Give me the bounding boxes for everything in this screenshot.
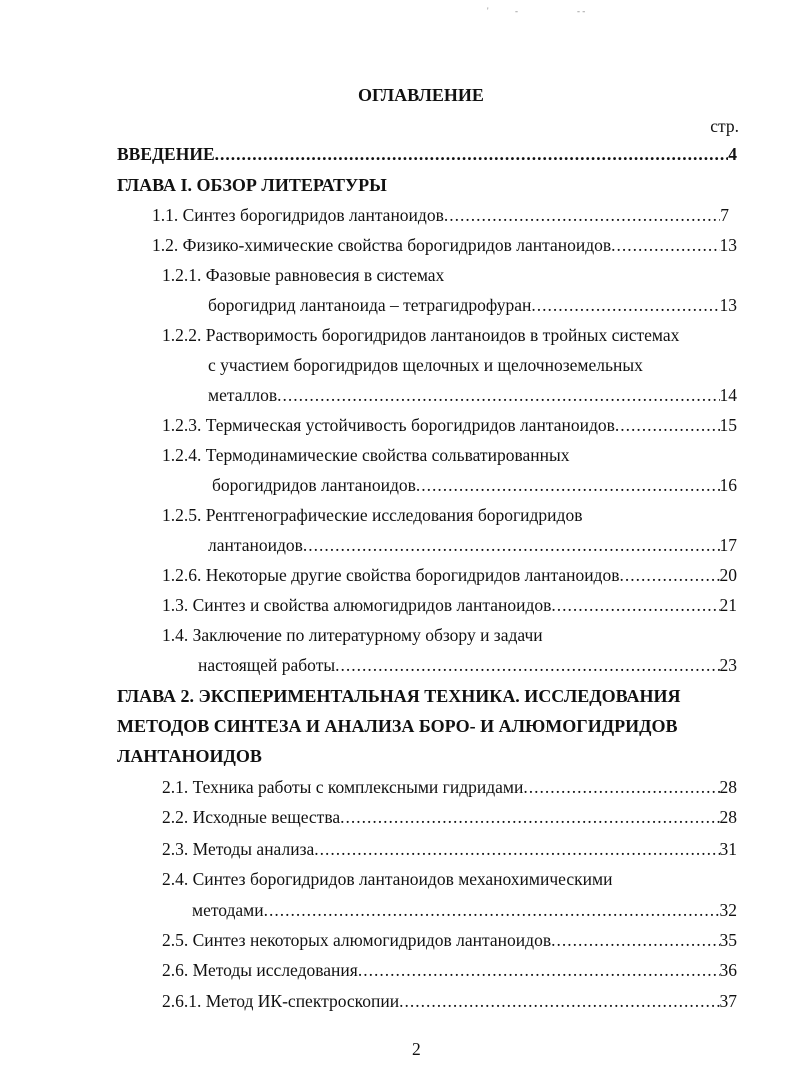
toc-entry-1-4-line1[interactable]: 1.4. Заключение по литературному обзору и задачи	[162, 625, 543, 645]
toc-entry-page: 21	[719, 595, 737, 615]
toc-entry-text: 2.1. Техника работы с комплексными гидридами	[162, 777, 524, 797]
toc-entry-page: 35	[719, 930, 737, 950]
toc-entry-2-4[interactable]	[192, 899, 737, 921]
leader-dots	[619, 564, 719, 586]
leader-dots	[314, 838, 719, 860]
toc-entry-text: борогидрид лантаноида – тетрагидрофуран	[208, 295, 532, 315]
toc-entry-page: 14	[719, 385, 737, 405]
leader-dots	[611, 234, 719, 256]
leader-dots	[277, 384, 719, 406]
toc-entry-text: 2.2. Исходные вещества	[162, 807, 341, 827]
leader-dots	[340, 806, 719, 828]
toc-entry-1-2-2[interactable]	[208, 384, 737, 406]
leader-dots	[531, 294, 719, 316]
leader-dots	[358, 959, 720, 981]
toc-entry-2-5[interactable]	[162, 929, 737, 951]
toc-entry-text: 1.1. Синтез борогидридов лантаноидов	[152, 205, 444, 225]
toc-entry-1-2-5-line1[interactable]: 1.2.5. Рентгенографические исследования борогидридов	[162, 505, 583, 525]
toc-entry-1-1[interactable]	[152, 204, 729, 226]
toc-entry-page: 37	[719, 991, 737, 1011]
leader-dots	[264, 899, 720, 921]
chapter-2-title-line2[interactable]: МЕТОДОВ СИНТЕЗА И АНАЛИЗА БОРО- И АЛЮМОГИДРИДОВ	[117, 716, 678, 736]
toc-entry-page: 17	[719, 535, 737, 555]
toc-entry-page: 4	[728, 144, 737, 164]
toc-entry-page: 13	[719, 295, 737, 315]
leader-dots	[615, 414, 720, 436]
toc-entry-page: 7	[720, 205, 729, 225]
page-column-label: стр.	[710, 116, 739, 136]
toc-entry-text: 2.6. Методы исследования	[162, 960, 358, 980]
toc-entry-2-6[interactable]	[162, 959, 737, 981]
toc-entry-text: 2.5. Синтез некоторых алюмогидридов лантаноидов	[162, 930, 552, 950]
toc-entry-text: металлов	[208, 385, 278, 405]
scan-mark: -	[515, 6, 518, 16]
toc-entry-page: 20	[719, 565, 737, 585]
leader-dots	[399, 990, 719, 1012]
toc-entry-text: 1.2.3. Термическая устойчивость борогидридов лантаноидов	[162, 415, 615, 435]
toc-entry-page: 15	[719, 415, 737, 435]
toc-entry-1-2-4-line1[interactable]: 1.2.4. Термодинамические свойства сольватированных	[162, 445, 570, 465]
toc-entry-1-2-6[interactable]	[162, 564, 737, 586]
toc-entry-1-4[interactable]	[198, 654, 737, 676]
toc-entry-page: 13	[719, 235, 737, 255]
toc-entry-2-3[interactable]	[162, 838, 737, 860]
toc-entry-text: методами	[192, 900, 264, 920]
chapter-1-title[interactable]: ГЛАВА I. ОБЗОР ЛИТЕРАТУРЫ	[117, 175, 387, 195]
scan-mark: - -	[577, 6, 586, 16]
leader-dots	[523, 776, 719, 798]
toc-entry-text: 1.2.6. Некоторые другие свойства борогидридов лантаноидов	[162, 565, 620, 585]
toc-entry-text: 2.3. Методы анализа	[162, 839, 315, 859]
toc-entry-1-2[interactable]	[152, 234, 737, 256]
toc-entry-text: 1.2. Физико-химические свойства борогидридов лантаноидов	[152, 235, 612, 255]
toc-entry-page: 36	[719, 960, 737, 980]
leader-dots	[215, 143, 729, 165]
toc-entry-text: ВВЕДЕНИЕ	[117, 144, 215, 164]
toc-entry-intro[interactable]	[117, 143, 737, 165]
toc-entry-2-4-line1[interactable]: 2.4. Синтез борогидридов лантаноидов механохимическими	[162, 869, 613, 889]
toc-entry-page: 31	[719, 839, 737, 859]
toc-entry-page: 28	[719, 807, 737, 827]
toc-entry-page: 16	[719, 475, 737, 495]
toc-entry-1-2-3[interactable]	[162, 414, 737, 436]
toc-entry-2-2[interactable]	[162, 806, 737, 828]
toc-entry-1-2-5[interactable]	[208, 534, 737, 556]
leader-dots	[444, 204, 720, 226]
leader-dots	[335, 654, 719, 676]
scan-mark: '	[487, 6, 489, 16]
toc-entry-2-6-1[interactable]	[162, 990, 737, 1012]
toc-entry-1-3[interactable]	[162, 594, 737, 616]
toc-entry-page: 32	[719, 900, 737, 920]
toc-entry-2-1[interactable]	[162, 776, 737, 798]
toc-entry-1-2-2-line1[interactable]: 1.2.2. Растворимость борогидридов лантаноидов в тройных системах	[162, 325, 680, 345]
toc-entry-1-2-4[interactable]	[212, 474, 737, 496]
toc-entry-1-2-1-line1[interactable]: 1.2.1. Фазовые равновесия в системах	[162, 265, 445, 285]
toc-entry-page: 28	[719, 777, 737, 797]
chapter-2-title-line1[interactable]: ГЛАВА 2. ЭКСПЕРИМЕНТАЛЬНАЯ ТЕХНИКА. ИССЛЕДОВАНИЯ	[117, 686, 681, 706]
toc-entry-text: лантаноидов	[208, 535, 303, 555]
page-title: ОГЛАВЛЕНИЕ	[358, 85, 484, 105]
leader-dots	[551, 929, 719, 951]
leader-dots	[303, 534, 720, 556]
toc-entry-text: борогидридов лантаноидов	[212, 475, 416, 495]
leader-dots	[551, 594, 719, 616]
toc-entry-text: настоящей работы	[198, 655, 336, 675]
leader-dots	[416, 474, 720, 496]
page-number: 2	[412, 1039, 421, 1059]
toc-entry-page: 23	[719, 655, 737, 675]
chapter-2-title-line3[interactable]: ЛАНТАНОИДОВ	[117, 746, 262, 766]
toc-entry-1-2-2-line2[interactable]: с участием борогидридов щелочных и щелочноземельных	[208, 355, 643, 375]
toc-entry-text: 1.3. Синтез и свойства алюмогидридов лантаноидов	[162, 595, 552, 615]
toc-entry-1-2-1[interactable]	[208, 294, 737, 316]
toc-entry-text: 2.6.1. Метод ИК-спектроскопии	[162, 991, 400, 1011]
